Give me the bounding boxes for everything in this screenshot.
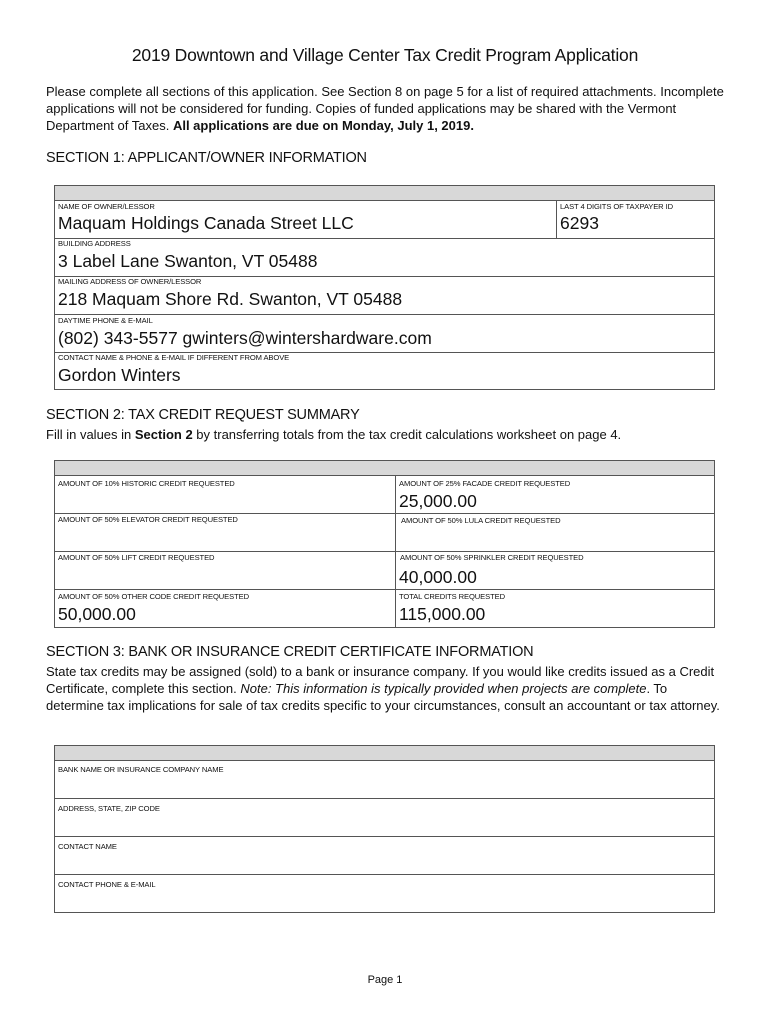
section3-sub-post: . To determine tax implications for sale of tax credits specific to your circumstances, consult an accountant or tax attorney. xyxy=(46,681,720,713)
bank-address-label: ADDRESS, STATE, ZIP CODE xyxy=(58,804,160,813)
sprinkler-credit-value[interactable]: 40,000.00 xyxy=(399,567,477,587)
lula-credit-field[interactable] xyxy=(396,513,714,551)
building-address-field[interactable] xyxy=(55,238,714,276)
total-credits-value[interactable]: 115,000.00 xyxy=(399,604,486,624)
taxid-label: LAST 4 DIGITS OF TAXPAYER ID xyxy=(560,202,673,211)
phone-email-label: DAYTIME PHONE & E-MAIL xyxy=(58,316,153,325)
section2-heading: SECTION 2: TAX CREDIT REQUEST SUMMARY xyxy=(46,407,360,423)
contact-value[interactable]: Gordon Winters xyxy=(58,365,181,385)
phone-email-field[interactable] xyxy=(55,314,714,352)
elevator-credit-label: AMOUNT OF 50% ELEVATOR CREDIT REQUESTED xyxy=(58,515,238,524)
lift-credit-label: AMOUNT OF 50% LIFT CREDIT REQUESTED xyxy=(58,553,215,562)
section2-instructions xyxy=(46,426,726,443)
total-credits-label: TOTAL CREDITS REQUESTED xyxy=(399,592,505,601)
page-title: 2019 Downtown and Village Center Tax Credit Program Application xyxy=(131,45,639,65)
bank-contact-phone-label: CONTACT PHONE & E-MAIL xyxy=(58,880,156,889)
sprinkler-credit-field[interactable] xyxy=(396,551,714,589)
bank-contact-phone-field[interactable] xyxy=(55,874,714,912)
building-address-label: BUILDING ADDRESS xyxy=(58,239,131,248)
owner-label: NAME OF OWNER/LESSOR xyxy=(58,202,155,211)
elevator-credit-field[interactable] xyxy=(55,513,396,551)
section3-heading: SECTION 3: BANK OR INSURANCE CREDIT CERTIFICATE INFORMATION xyxy=(46,644,534,660)
section1-form xyxy=(54,185,715,390)
section3-sub-italic: Note: This information is typically provided when projects are complete xyxy=(240,681,647,696)
bank-name-field[interactable] xyxy=(55,760,714,798)
section2-sub-post: by transferring totals from the tax credit calculations worksheet on page 4. xyxy=(192,427,622,442)
other-code-credit-value[interactable]: 50,000.00 xyxy=(58,604,136,624)
owner-field[interactable] xyxy=(55,200,557,238)
mailing-address-field[interactable] xyxy=(55,276,714,314)
taxid-value[interactable]: 6293 xyxy=(560,213,599,233)
sprinkler-credit-label: AMOUNT OF 50% SPRINKLER CREDIT REQUESTED xyxy=(400,553,584,562)
section1-header-bar xyxy=(55,186,714,201)
total-credits-field[interactable] xyxy=(396,589,714,627)
section1-heading: SECTION 1: APPLICANT/OWNER INFORMATION xyxy=(46,150,367,166)
lift-credit-field[interactable] xyxy=(55,551,396,589)
phone-email-value[interactable]: (802) 343-5577 gwinters@wintershardware.com xyxy=(58,328,432,348)
mailing-address-value[interactable]: 218 Maquam Shore Rd. Swanton, VT 05488 xyxy=(58,289,403,309)
bank-address-field[interactable] xyxy=(55,798,714,836)
building-address-value[interactable]: 3 Label Lane Swanton, VT 05488 xyxy=(58,251,318,271)
facade-credit-field[interactable] xyxy=(396,475,714,513)
section3-instructions xyxy=(46,663,726,714)
section3-sub-pre: State tax credits may be assigned (sold) to a bank or insurance company. If you would like credits issued as a Credit Certificate, complete this section. xyxy=(46,664,715,696)
section2-form xyxy=(54,460,715,628)
section2-header-bar xyxy=(55,461,714,476)
bank-contact-name-field[interactable] xyxy=(55,836,714,874)
section3-form xyxy=(54,745,715,913)
bank-name-label: BANK NAME OR INSURANCE COMPANY NAME xyxy=(58,765,224,774)
section3-header-bar xyxy=(55,746,714,761)
contact-field[interactable] xyxy=(55,352,714,389)
mailing-address-label: MAILING ADDRESS OF OWNER/LESSOR xyxy=(58,277,202,286)
other-code-credit-label: AMOUNT OF 50% OTHER CODE CREDIT REQUESTED xyxy=(58,592,249,601)
bank-contact-name-label: CONTACT NAME xyxy=(58,842,117,851)
due-date-notice: All applications are due on Monday, July 1, 2019. xyxy=(172,118,474,133)
page-number: Page 1 xyxy=(367,974,403,986)
historic-credit-label: AMOUNT OF 10% HISTORIC CREDIT REQUESTED xyxy=(58,479,235,488)
facade-credit-value[interactable]: 25,000.00 xyxy=(399,491,477,511)
contact-label: CONTACT NAME & PHONE & E-MAIL IF DIFFERENT FROM ABOVE xyxy=(58,353,290,362)
section2-sub-bold: Section 2 xyxy=(134,427,193,442)
intro-paragraph xyxy=(46,83,726,134)
historic-credit-field[interactable] xyxy=(55,475,396,513)
other-code-credit-field[interactable] xyxy=(55,589,396,627)
lula-credit-label: AMOUNT OF 50% LULA CREDIT REQUESTED xyxy=(401,516,561,525)
owner-value[interactable]: Maquam Holdings Canada Street LLC xyxy=(58,213,354,233)
taxid-field[interactable] xyxy=(557,200,714,238)
section2-sub-pre: Fill in values in xyxy=(46,427,135,442)
facade-credit-label: AMOUNT OF 25% FACADE CREDIT REQUESTED xyxy=(399,479,571,488)
intro-text: Please complete all sections of this application. See Section 8 on page 5 for a list of required attachments. Incomplete applications will not be considered for funding. Copies of funded applications may be shared with the Vermont Department of Taxes. xyxy=(46,84,724,133)
